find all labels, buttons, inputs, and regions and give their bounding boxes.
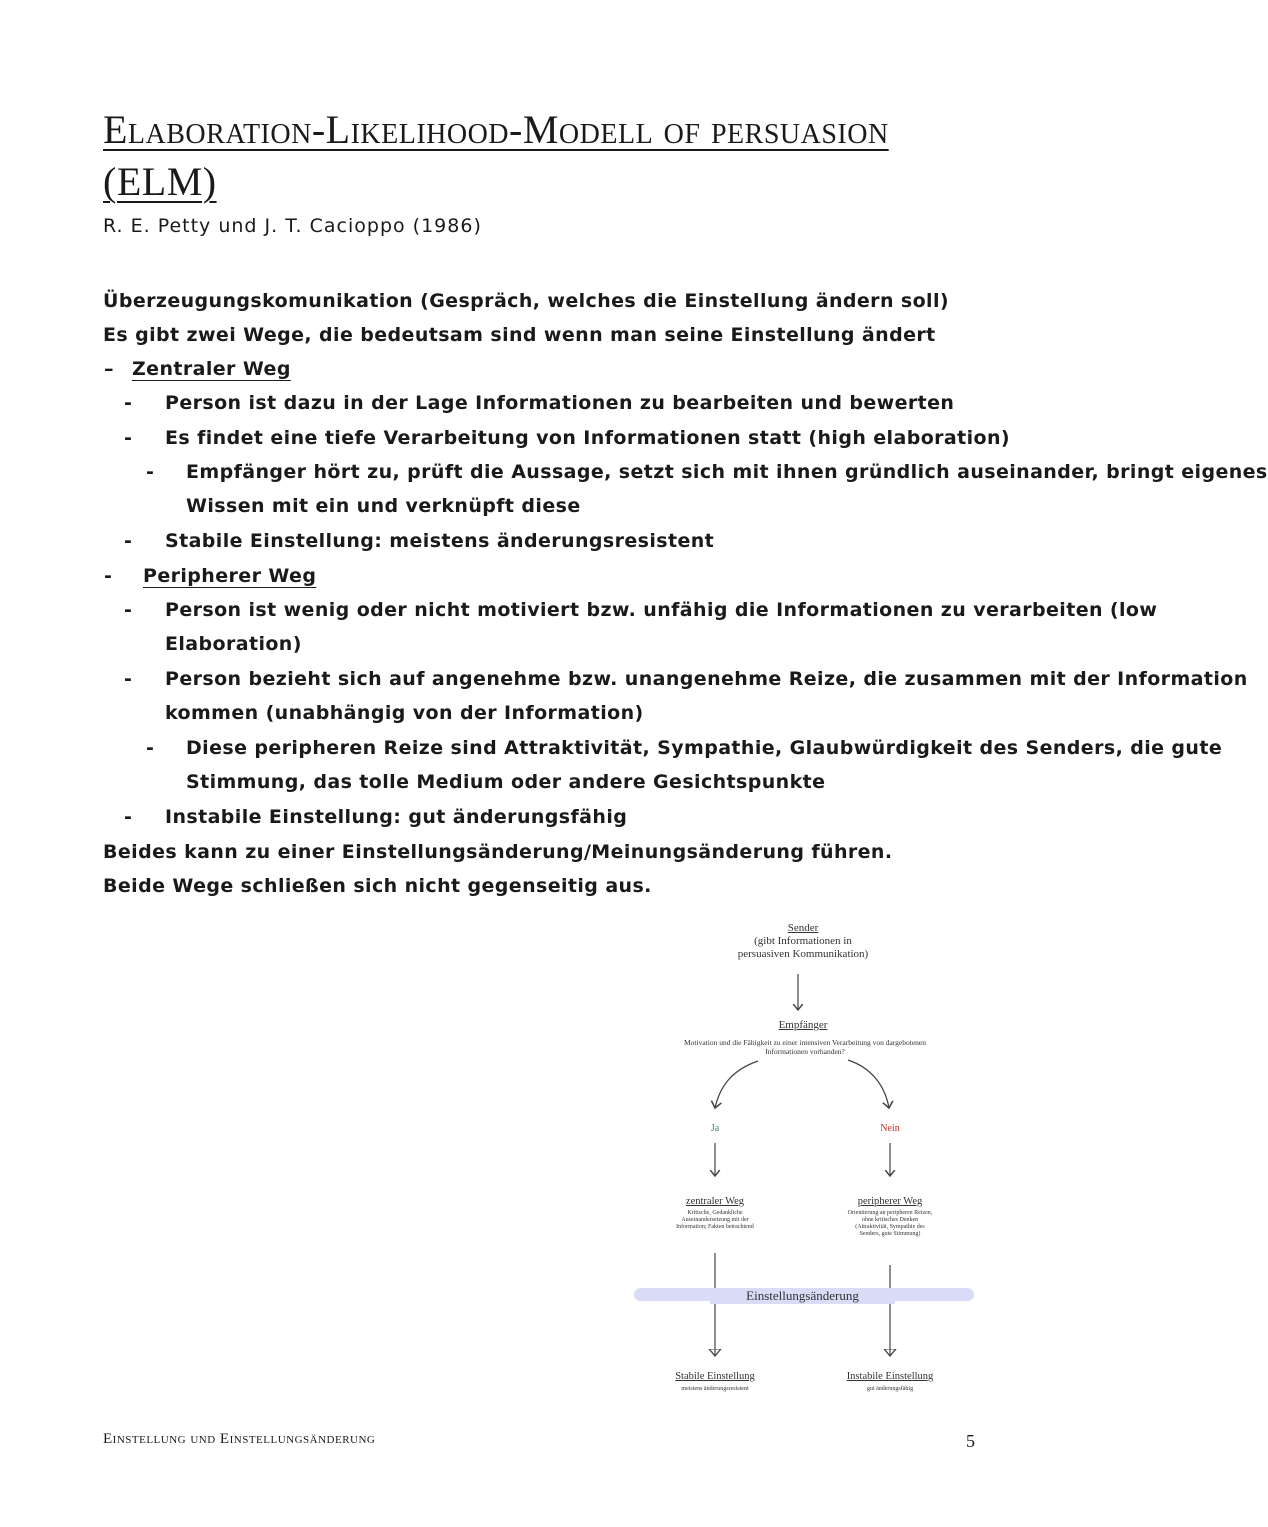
title-line-1: Elaboration-Likelihood-Modell of persuasion [103, 107, 889, 152]
peripheral-desc-3: (Attraktivität, Sympathie des [855, 1224, 925, 1230]
peripheral-item-1: Person ist wenig oder nicht motiviert bzw. unfähig die Informationen zu verarbeiten (low [165, 599, 1158, 621]
peripheral-item-3: Diese peripheren Reize sind Attraktivität, Sympathie, Glaubwürdigkeit des Senders, die gute [186, 737, 1223, 759]
peripheral-item-4: Instabile Einstellung: gut änderungsfähig [165, 806, 628, 828]
stable-desc: meistens änderungsresistent [681, 1386, 749, 1392]
peripheral-route-heading: Peripherer Weg [143, 565, 317, 587]
bullet-dash: - [146, 461, 155, 483]
sender-title: Sender [787, 922, 819, 934]
central-item-1: Person ist dazu in der Lage Informationen zu bearbeiten und bewerten [165, 392, 955, 414]
peripheral-item-3-cont: Stimmung, das tolle Medium oder andere Gesichtspunkte [186, 771, 826, 793]
yes-text: Ja [710, 1123, 720, 1134]
bullet-dash: - [124, 427, 133, 449]
no-text: Nein [880, 1123, 900, 1134]
central-desc-3: Information; Fakten betrachtend [676, 1224, 754, 1230]
peripheral-item-2-cont: kommen (unabhängig von der Information) [165, 702, 644, 724]
bullet-dash: - [104, 565, 113, 587]
unstable-title: Instabile Einstellung [846, 1371, 934, 1382]
unstable-node [820, 1371, 960, 1392]
peripheral-item-2: Person bezieht sich auf angenehme bzw. unangenehme Reize, die zusammen mit der Information [165, 668, 1248, 690]
peripheral-title: peripherer Weg [857, 1196, 923, 1207]
conclusion-line-2: Beide Wege schließen sich nicht gegenseitig aus. [103, 875, 652, 897]
bullet-dash: - [124, 668, 133, 690]
conclusion-line-1: Beides kann zu einer Einstellungsänderung/Meinungsänderung führen. [103, 841, 893, 863]
central-item-3: Empfänger hört zu, prüft die Aussage, setzt sich mit ihnen gründlich auseinander, bringt eigenes [186, 461, 1268, 483]
stable-title: Stabile Einstellung [675, 1371, 755, 1382]
bullet-dash: - [146, 737, 155, 759]
arrow-to-no [848, 1060, 889, 1108]
central-title: zentraler Weg [685, 1196, 745, 1207]
peripheral-desc-2: ohne kritisches Denken [861, 1217, 919, 1223]
bullet-dash: - [124, 806, 133, 828]
footer-chapter-title: Einstellung und Einstellungsänderung [103, 1431, 376, 1447]
bullet-dash: – [104, 358, 114, 380]
central-desc [645, 1210, 785, 1231]
central-desc-2: Auseinandersetzung mit der [681, 1217, 749, 1223]
no-label [860, 1123, 920, 1134]
attitude-change-label: Einstellungsänderung [710, 1288, 895, 1304]
authors: R. E. Petty und J. T. Cacioppo (1986) [103, 215, 482, 237]
central-route-node [645, 1196, 785, 1231]
unstable-desc: gut änderungsfähig [866, 1386, 914, 1392]
question [635, 1038, 975, 1056]
peripheral-desc-1: Orientierung an peripheren Reizen, [847, 1210, 933, 1216]
question-line-1: Motivation und die Fähigkeit zu einer intensiven Verarbeitung von dargebotenen [684, 1038, 926, 1047]
central-route-heading: Zentraler Weg [132, 358, 291, 380]
sender-desc-1: (gibt Informationen in [754, 935, 852, 947]
page-number: 5 [966, 1431, 975, 1451]
arrow-to-yes [715, 1061, 758, 1108]
yes-label [685, 1123, 745, 1134]
central-item-4: Stabile Einstellung: meistens änderungsresistent [165, 530, 715, 552]
bullet-dash: - [124, 392, 133, 414]
receiver-title: Empfänger [778, 1019, 828, 1031]
central-desc-1: Kritische, Gedankliche [687, 1210, 743, 1216]
bullet-dash: - [124, 599, 133, 621]
peripheral-item-1-cont: Elaboration) [165, 633, 302, 655]
peripheral-desc [820, 1210, 960, 1238]
title-line-2: (ELM) [103, 159, 217, 204]
central-item-2: Es findet eine tiefe Verarbeitung von Informationen statt (high elaboration) [165, 427, 1010, 449]
stable-node [645, 1371, 785, 1392]
peripheral-desc-4: Senders, gute Stimmung) [859, 1231, 921, 1237]
sender-desc-2: persuasiven Kommunikation) [737, 948, 869, 960]
peripheral-route-node [820, 1196, 960, 1238]
diagram-connectors [640, 918, 980, 1408]
page-title [103, 104, 963, 208]
question-line-2: Informationen vorhanden? [765, 1047, 845, 1056]
sender-node [698, 922, 908, 961]
intro-line-1: Überzeugungskomunikation (Gespräch, welches die Einstellung ändern soll) [103, 290, 949, 312]
bullet-dash: - [124, 530, 133, 552]
central-item-3-cont: Wissen mit ein und verknüpft diese [186, 495, 581, 517]
elm-diagram [640, 918, 980, 1408]
intro-line-2: Es gibt zwei Wege, die bedeutsam sind wenn man seine Einstellung ändert [103, 324, 936, 346]
